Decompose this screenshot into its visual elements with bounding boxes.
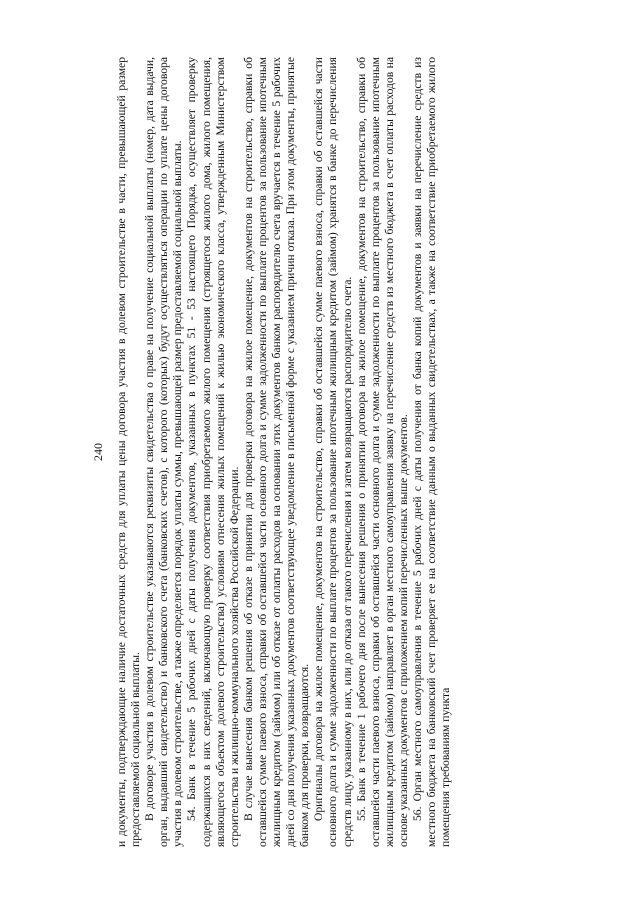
paragraph: 55. Банк в течение 1 рабочего дня после вынесения решения о принятии договора на жилое помещение, документов на строительство, справки об оставшейся части паевого взноса, справки об оставшейся части основного долга и сумме задолженности по выплате процентов за пользование ипотечным жилищным кредитом (займом) направляет в орган местного самоуправления заявку на перечисление средств из местного бюджета в счет оплаты расходов на основе указанных документов с приложением копий перечисленных выше документов. (354, 57, 410, 847)
paragraph: 56. Орган местного самоуправления в течение 5 рабочих дней с даты получения от банка копий документов и заявки на перечисление средств из местного бюджета на банковский счет проверяет ее на соответствие данным о выданных свидетельствах, а также на соответствие приобретаемого жилого помещения требованиям пункта (410, 57, 453, 847)
paragraph: 54. Банк в течение 5 рабочих дней с даты получения документов, указанных в пунктах 51 - 53 настоящего Порядка, осуществляет проверку содержащихся в них сведений, включающую проверку соответствия приобретаемого жилого помещения (строящегося жилого дома, жилого помещения, являющегося объектом долевого строительства) условиям отнесения жилых помещений к жилью экономического класса, утвержденным Министерством строительства и жилищно-коммунального хозяйства Российской Федерации. (185, 57, 241, 847)
rotated-content (85, 57, 555, 847)
paragraph: Оригиналы договора на жилое помещение, документов на строительство, справки об оставшейся сумме паевого взноса, справки об оставшейся части основного долга и сумме задолженности по выплате процентов за пользование ипотечным жилищным кредитом (займом) хранятся в банке до перечисления средств лицу, указанному в них, или до отказа от такого перечисления и затем возвращаются распорядителю счета. (312, 57, 354, 847)
paragraph: и документы, подтверждающие наличие достаточных средств для уплаты цены договора участия в долевом строительстве в части, превышающей размер предоставляемой социальной выплаты. (115, 57, 143, 847)
paragraph: В договоре участия в долевом строительстве указываются реквизиты свидетельства о праве на получение социальной выплаты (номер, дата выдачи, орган, выдавший свидетельство) и банковского счета (банковских счетов), с которого (которых) будут осуществляться операции по уплате цены договора участия в долевом строительстве, а также определяется порядок уплаты суммы, превышающей размер предоставляемой социальной выплаты. (143, 57, 185, 847)
document-body (115, 57, 453, 847)
paragraph: В случае вынесения банком решения об отказе в принятии для проверки договора на жилое помещение, документов на строительство, справки об оставшейся сумме паевого взноса, справки об оставшейся части основного долга и сумме задолженности по выплате процентов за пользование ипотечным жилищным кредитом (займом) или об отказе от оплаты расходов на основании этих документов банком распорядителю счета вручается в течение 5 рабочих дней со дня получения указанных документов соответствующее уведомление в письменной форме с указанием причин отказа. При этом документы, принятые банком для проверки, возвращаются. (241, 57, 312, 847)
page-number: 240 (91, 443, 105, 461)
